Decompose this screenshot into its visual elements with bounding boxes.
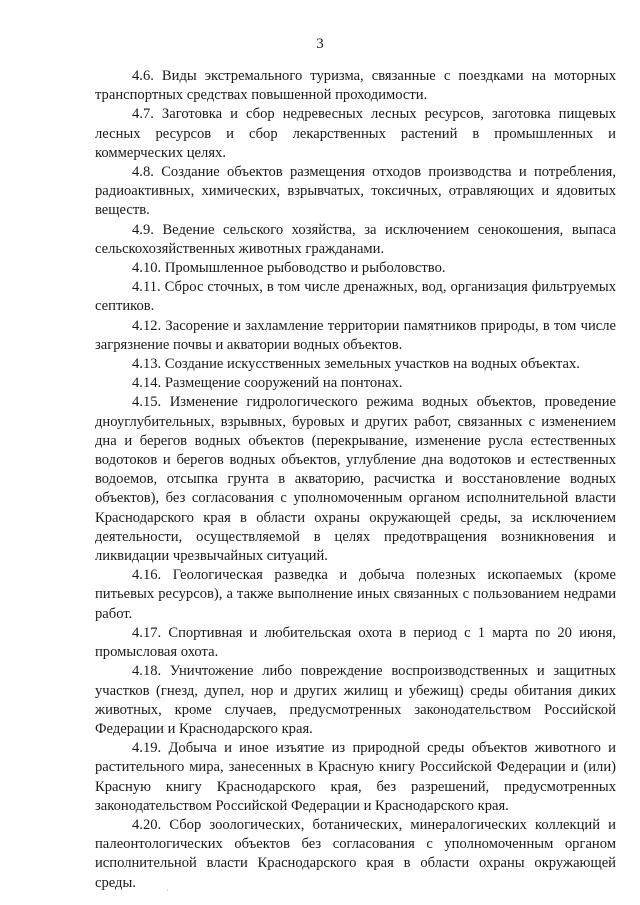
paragraph-4-18: 4.18. Уничтожение либо повреждение воспроизводственных и защитных участков (гнезд, дупел, нор и других жилищ и убежищ) среды обитания диких животных, кроме случаев, предусмотренных законодательством Российской Федерации и Краснодарского края. [95, 663, 616, 737]
paragraph-4-20: 4.20. Сбор зоологических, ботанических, минералогических коллекций и палеонтологических объектов без согласования с уполномоченным органом исполнительной власти Краснодарского края в области охраны окружающей среды. [95, 816, 616, 891]
document-body [95, 67, 616, 893]
paragraph-4-11: 4.11. Сброс сточных, в том числе дренажных, вод, организация фильтруемых септиков. [95, 279, 616, 315]
paragraph-4-16: 4.16. Геологическая разведка и добыча полезных ископаемых (кроме питьевых ресурсов), а также выполнение иных связанных с пользованием недрами работ. [95, 567, 616, 622]
paragraph-4-19: 4.19. Добыча и иное изъятие из природной среды объектов животного и растительного мира, занесенных в Красную книгу Российской Федерации и (или) Красную книгу Краснодарского края, без разрешений, предусмотренных законодательством Российской Федерации и Краснодарского края. [95, 740, 616, 814]
page-number: 3 [316, 36, 324, 52]
paragraph-4-14: 4.14. Размещение сооружений на понтонах. [132, 375, 403, 392]
paragraph-4-10: 4.10. Промышленное рыбоводство и рыболовство. [132, 260, 446, 277]
paragraph-4-13: 4.13. Создание искусственных земельных участков на водных объектах. [132, 356, 580, 373]
paragraph-4-17: 4.17. Спортивная и любительская охота в период с 1 марта по 20 июня, промысловая охота. [95, 624, 616, 661]
paragraph-4-8: 4.8. Создание объектов размещения отходов производства и потребления, радиоактивных, химических, взрывчатых, токсичных, отравляющих и ядовитых веществ. [95, 164, 616, 219]
paragraph-4-9: 4.9. Ведение сельского хозяйства, за исключением сенокошения, выпаса сельскохозяйственных животных гражданами. [95, 221, 616, 257]
paragraph-4-12: 4.12. Засорение и захламление территории памятников природы, в том числе загрязнение почвы и акватории водных объектов. [95, 317, 616, 353]
page-footer-mark: · [166, 886, 169, 895]
paragraph-4-6: 4.6. Виды экстремального туризма, связанные с поездками на моторных транспортных средствах повышенной проходимости. [95, 68, 616, 104]
paragraph-4-15: 4.15. Изменение гидрологического режима водных объектов, проведение дноуглубительных, взрывных, буровых и других работ, связанных с изменением дна и берегов водных объектов (перекрывание, изменение русла естественных водотоков и берегов водных объектов, углубление дна водотоков и естественных водоемов, отсыпка грунта в акваторию, расчистка и восстановление водных объектов), без согласования с уполномоченным органом исполнительной власти Краснодарского края в области охраны окружающей среды, за исключением деятельности, осуществляемой в целях предотвращения возникновения и ликвидации чрезвычайных ситуаций. [95, 394, 616, 565]
paragraph-4-7: 4.7. Заготовка и сбор недревесных лесных ресурсов, заготовка пищевых лесных ресурсов и сбор лекарственных растений в промышленных и коммерческих целях. [95, 106, 616, 161]
